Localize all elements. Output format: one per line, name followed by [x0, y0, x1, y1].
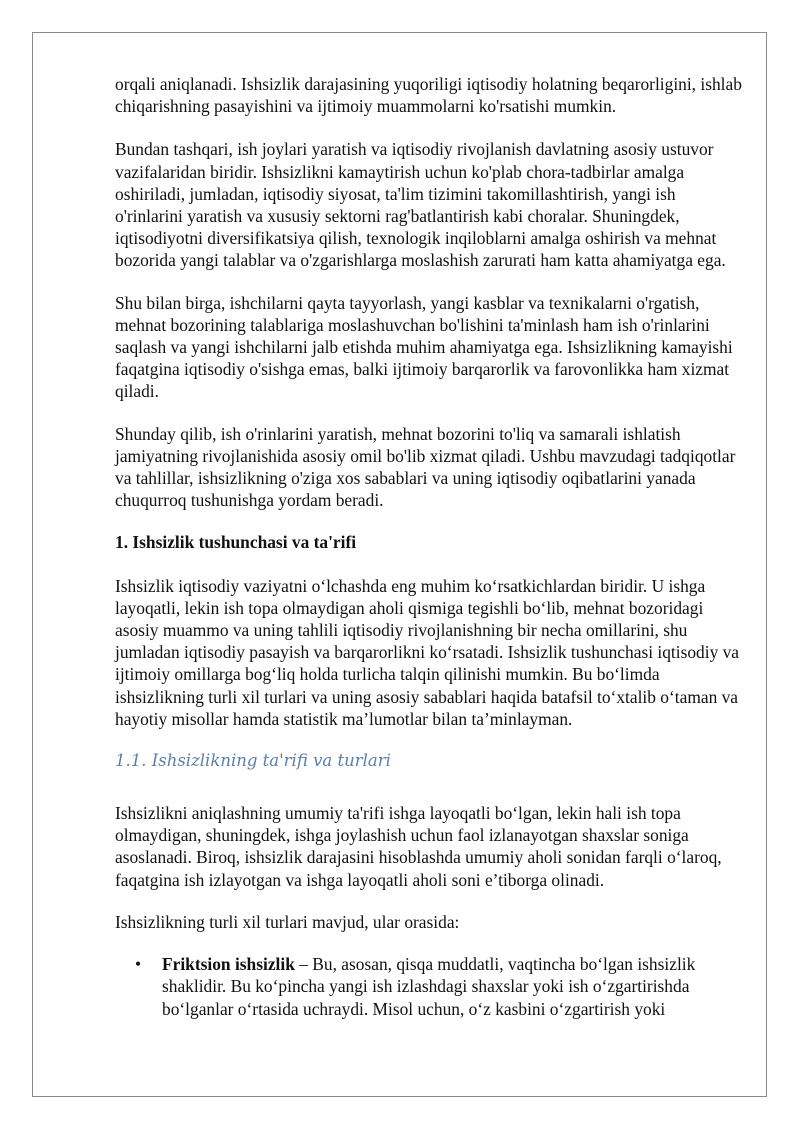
- list-item-text: – Bu, asosan, qisqa muddatli, vaqtincha bo‘lgan ishsizlik shaklidir. Bu ko‘pincha yangi ish izlashdagi shaxslar yoki ish o‘zgartirishda bo‘lganlar o‘rtasida uchraydi. Misol uchun, o‘z kasbini o‘zgartirish yoki: [162, 954, 696, 1019]
- list-item: [135, 953, 747, 1020]
- paragraph-general-definition: Ishsizlikni aniqlashning umumiy ta'rifi ishga layoqatli bo‘lgan, lekin hali ish topa olmaydigan, shuningdek, ishga joylashish uchun faol izlanayotgan shaxslar soniga asoslanadi. Biroq, ishsizlik darajasini hisoblashda umumiy aholi sonidan farqli o‘laroq, faqatgina ish izlayotgan va ishga layoqatli aholi soni e’tiborga olinadi.: [115, 803, 722, 890]
- paragraph-conclusion: Shunday qilib, ish o'rinlarini yaratish, mehnat bozorini to'liq va samarali ishlatish jamiyatning rivojlanishida asosiy omil bo'lib xizmat qiladi. Ushbu mavzudagi tadqiqotlar va tahlillar, ishsizlikning o'ziga xos sabablari va uning iqtisodiy oqibatlarini yanada chuqurroq tushunishga yordam beradi.: [115, 423, 736, 511]
- document-body: [115, 73, 747, 1020]
- list-item-term: Friktsion ishsizlik: [162, 954, 295, 975]
- subsection-heading: 1.1. Ishsizlikning ta'rifi va turlari: [115, 751, 391, 771]
- paragraph-types-intro: Ishsizlikning turli xil turlari mavjud, ular orasida:: [115, 911, 460, 932]
- paragraph-job-creation: Bundan tashqari, ish joylari yaratish va iqtisodiy rivojlanish davlatning asosiy ustuvor vazifalaridan biridir. Ishsizlikni kamaytirish uchun ko'plab chora-tadbirlar amalga oshiriladi, jumladan, iqtisodiy siyosat, ta'lim tizimini takomillashtirish, yangi ish o'rinlarini yaratish va xususiy sektorni rag'batlantirish kabi choralar. Shuningdek, iqtisodiyotni diversifikatsiya qilish, texnologik inqiloblarni amalga oshirish va mehnat bozorida yangi talablar va o'zgarishlarga moslashish zarurati ham katta ahamiyatga ega.: [115, 139, 726, 271]
- paragraph-retraining: Shu bilan birga, ishchilarni qayta tayyorlash, yangi kasblar va texnikalarni o'rgatish, mehnat bozorining talablariga moslashuvchan bo'lishini ta'minlash ham ish o'rinlarini saqlash va yangi ishchilarni jalb etishda muhim ahamiyatga ega. Ishsizlikning kamayishi faqatgina iqtisodiy o'sishga emas, balki ijtimoiy barqarorlik va farovonlikka ham xizmat qiladi.: [115, 292, 733, 402]
- paragraph-intro-continuation: orqali aniqlanadi. Ishsizlik darajasining yuqoriligi iqtisodiy holatning beqarorligini, ishlab chiqarishning pasayishini va ijtimoiy muammolarni ko'rsatishi mumkin.: [115, 74, 742, 117]
- paragraph-definition-intro: Ishsizlik iqtisodiy vaziyatni o‘lchashda eng muhim ko‘rsatkichlardan biridir. U ishga layoqatli, lekin ish topa olmaydigan aholi qismiga tegishli bo‘lib, mehnat bozoridagi asosiy muammo va uning tahlili iqtisodiy rivojlanishning bir necha omillarini, shu jumladan iqtisodiy pasayish va barqarorlikni ko‘rsatadi. Ishsizlik tushunchasi iqtisodiy va ijtimoiy omillarga bog‘liq holda turlicha talqin qilinishi mumkin. Bu bo‘limda ishsizlikning turli xil turlari va uning asosiy sabablari haqida batafsil to‘xtalib o‘taman va hayotiy misollar hamda statistik ma’lumotlar bilan ta’minlayman.: [115, 575, 740, 729]
- section-heading: 1. Ishsizlik tushunchasi va ta'rifi: [115, 532, 357, 553]
- types-list: [115, 953, 747, 1020]
- bullet-icon: •: [135, 954, 142, 975]
